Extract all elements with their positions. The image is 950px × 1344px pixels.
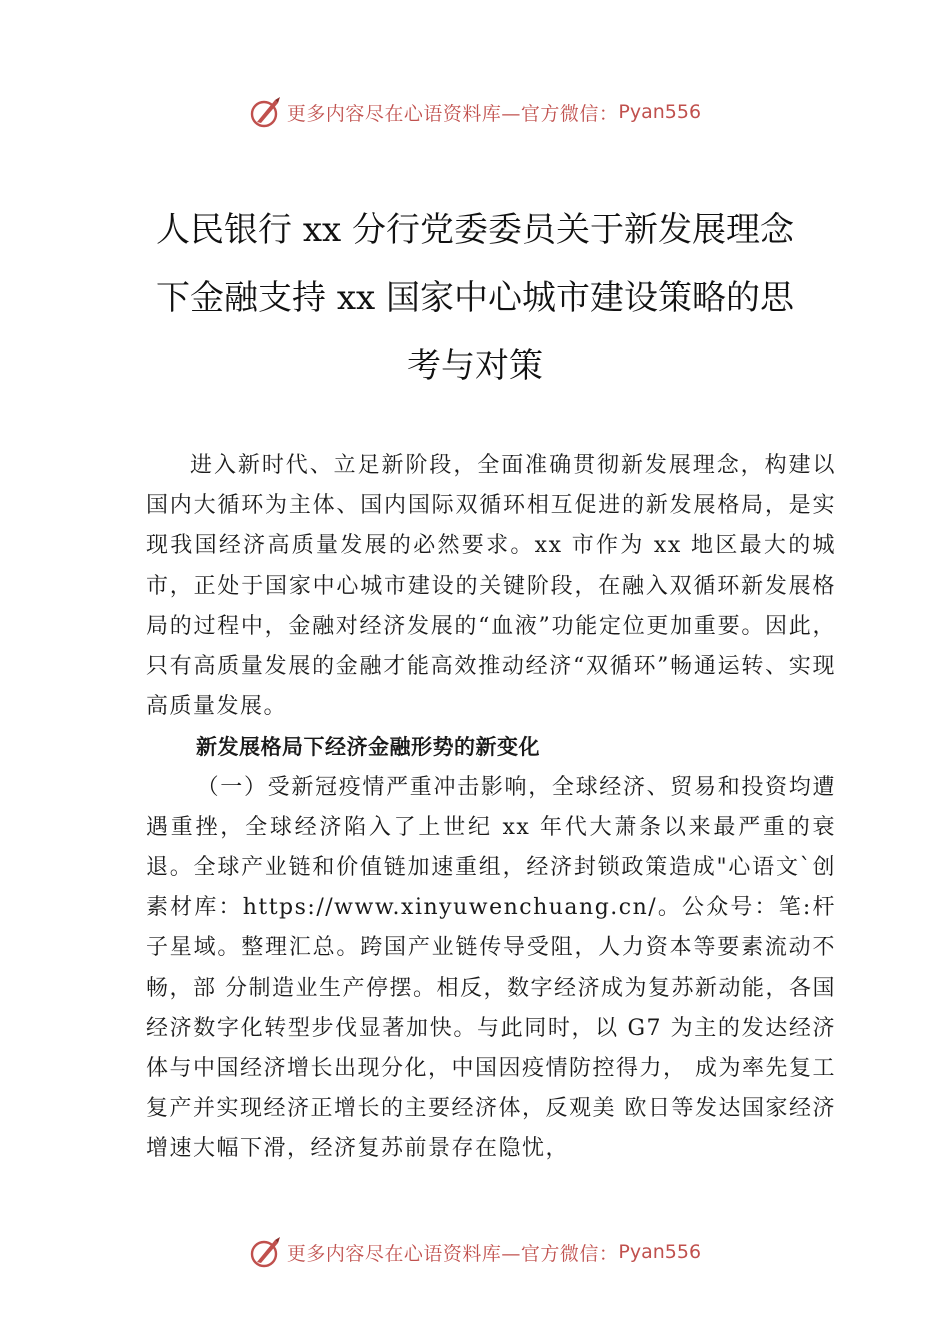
document-title bbox=[120, 196, 830, 400]
title-line: 考与对策 bbox=[407, 346, 543, 386]
banner-text: 更多内容尽在心语资料库—官方微信： bbox=[286, 102, 619, 125]
banner-wechat-id: Pyan556 bbox=[618, 101, 702, 123]
intro-paragraph: 进入新时代、立足新阶段，全面准确贯彻新发展理念，构建以国内大循环为主体、国内国际双循环相互促进的新发展格局，是实现我国经济高质量发展的必然要求。xx 市作为 xx 地区最大的城市，正处于国家中心城市建设的关键阶段，在融入双循环新发展格局的过程中，金融对经济发展的“血液”功能定位更加重要。因此，只有高质量发展的金融才能高效推动经济“双循环”畅通运转、实现高质量发展。 bbox=[146, 453, 836, 720]
title-line: 人民银行 xx 分行党委委员关于新发展理念 bbox=[156, 210, 794, 250]
footer-banner bbox=[0, 1232, 950, 1272]
title-line: 下金融支持 xx 国家中心城市建设策略的思 bbox=[156, 278, 794, 318]
document-body bbox=[146, 446, 836, 1170]
banner-text: 更多内容尽在心语资料库—官方微信： bbox=[286, 1242, 619, 1265]
section-heading: 新发展格局下经济金融形势的新变化 bbox=[196, 735, 540, 760]
banner-wechat-id: Pyan556 bbox=[618, 1241, 702, 1263]
quill-pen-logo-icon bbox=[249, 1235, 283, 1269]
header-banner bbox=[0, 92, 950, 132]
section-paragraph: （一）受新冠疫情严重冲击影响，全球经济、贸易和投资均遭遇重挫，全球经济陷入了上世纪 xx 年代大萧条以来最严重的衰退。全球产业链和价值链加速重组，经济封锁政策造成"心语文`创素材库：https://www.xinyuwenchuang.cn/。公众号：笔:杆子星域。整理汇总。跨国产业链传导受阻，人力资本等要素流动不畅，部 分制造业生产停摆。相反，数字经济成为复苏新动能，各国 经济数字化转型步伐显著加快。与此同时，以 G7 为主的发达经济体与中国经济增长出现分化，中国因疫情防控得力， 成为率先复工复产并实现经济正增长的主要经济体，反观美 欧日等发达国家经济增速大幅下滑，经济复苏前景存在隐忧， bbox=[146, 774, 836, 1162]
quill-pen-logo-icon bbox=[249, 95, 283, 129]
